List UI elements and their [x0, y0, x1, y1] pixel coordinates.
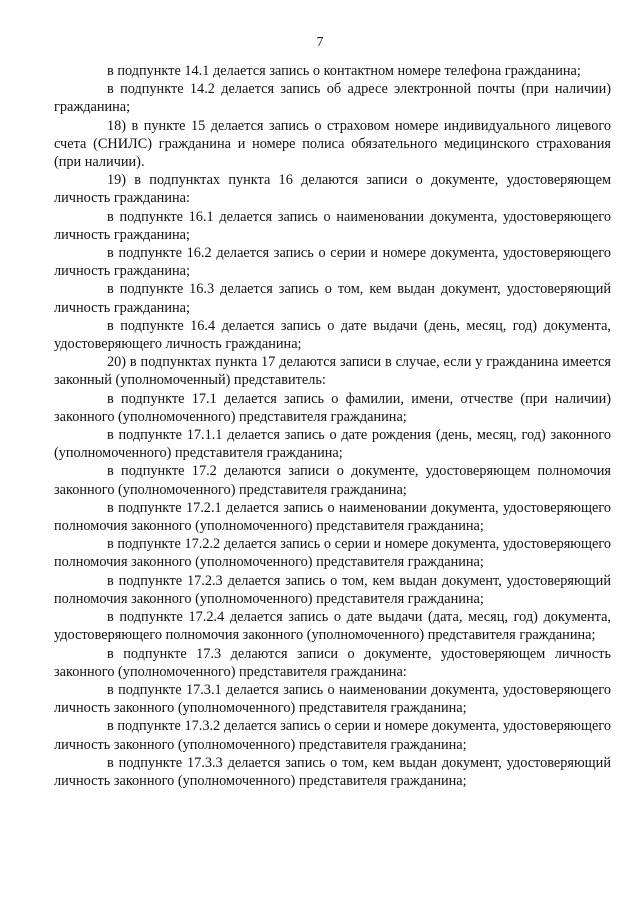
document-body: [54, 62, 611, 790]
paragraph-16-1: в подпункте 16.1 делается запись о наименовании документа, удостоверяющего личность гражданина;: [54, 208, 611, 243]
paragraph-17-2: в подпункте 17.2 делаются записи о документе, удостоверяющем полномочия законного (уполномоченного) представителя гражданина;: [54, 463, 611, 498]
paragraph-16-2: в подпункте 16.2 делается запись о серии и номере документа, удостоверяющего личность гражданина;: [54, 245, 611, 280]
paragraph-18: 18) в пункте 15 делается запись о страховом номере индивидуального лицевого счета (СНИЛС) гражданина и номере полиса обязательного медицинского страхования (при наличии).: [54, 117, 611, 171]
paragraph-17-3-3: в подпункте 17.3.3 делается запись о том, кем выдан документ, удостоверяющий личность законного (уполномоченного) представителя гражданина;: [54, 754, 611, 789]
paragraph-19: 19) в подпунктах пункта 16 делаются записи о документе, удостоверяющем личность гражданина:: [54, 172, 611, 207]
paragraph-17-2-1: в подпункте 17.2.1 делается запись о наименовании документа, удостоверяющего полномочия законного (уполномоченного) представителя гражданина;: [54, 499, 611, 535]
paragraph-17-2-2: в подпункте 17.2.2 делается запись о серии и номере документа, удостоверяющего полномочия законного (уполномоченного) представителя гражданина;: [54, 536, 611, 571]
paragraph-17-3: в подпункте 17.3 делаются записи о документе, удостоверяющем личность законного (уполномоченного) представителя гражданина:: [54, 645, 611, 680]
paragraph-17-2-4: в подпункте 17.2.4 делается запись о дате выдачи (дата, месяц, год) документа, удостоверяющего полномочия законного (уполномоченного) представителя гражданина;: [54, 609, 611, 644]
paragraph-17-3-2: в подпункте 17.3.2 делается запись о серии и номере документа, удостоверяющего личность законного (уполномоченного) представителя гражданина;: [54, 718, 611, 753]
page-number: 7: [316, 34, 324, 49]
paragraph-17-1: в подпункте 17.1 делается запись о фамилии, имени, отчестве (при наличии) законного (уполномоченного) представителя гражданина;: [54, 390, 611, 425]
paragraph-17-2-3: в подпункте 17.2.3 делается запись о том, кем выдан документ, удостоверяющий полномочия законного (уполномоченного) представителя гражданина;: [54, 572, 611, 607]
paragraph-16-4: в подпункте 16.4 делается запись о дате выдачи (день, месяц, год) документа, удостоверяющего личность гражданина;: [54, 317, 611, 353]
paragraph-16-3: в подпункте 16.3 делается запись о том, кем выдан документ, удостоверяющий личность гражданина;: [54, 281, 611, 316]
paragraph-20: 20) в подпунктах пункта 17 делаются записи в случае, если у гражданина имеется законный (уполномоченный) представитель:: [54, 354, 611, 389]
paragraph-14-2: в подпункте 14.2 делается запись об адресе электронной почты (при наличии) гражданина;: [54, 81, 611, 116]
paragraph-17-3-1: в подпункте 17.3.1 делается запись о наименовании документа, удостоверяющего личность законного (уполномоченного) представителя гражданина;: [54, 681, 611, 717]
paragraph-14-1: в подпункте 14.1 делается запись о контактном номере телефона гражданина;: [107, 63, 581, 79]
paragraph-17-1-1: в подпункте 17.1.1 делается запись о дате рождения (день, месяц, год) законного (уполномоченного) представителя гражданина;: [54, 427, 611, 462]
